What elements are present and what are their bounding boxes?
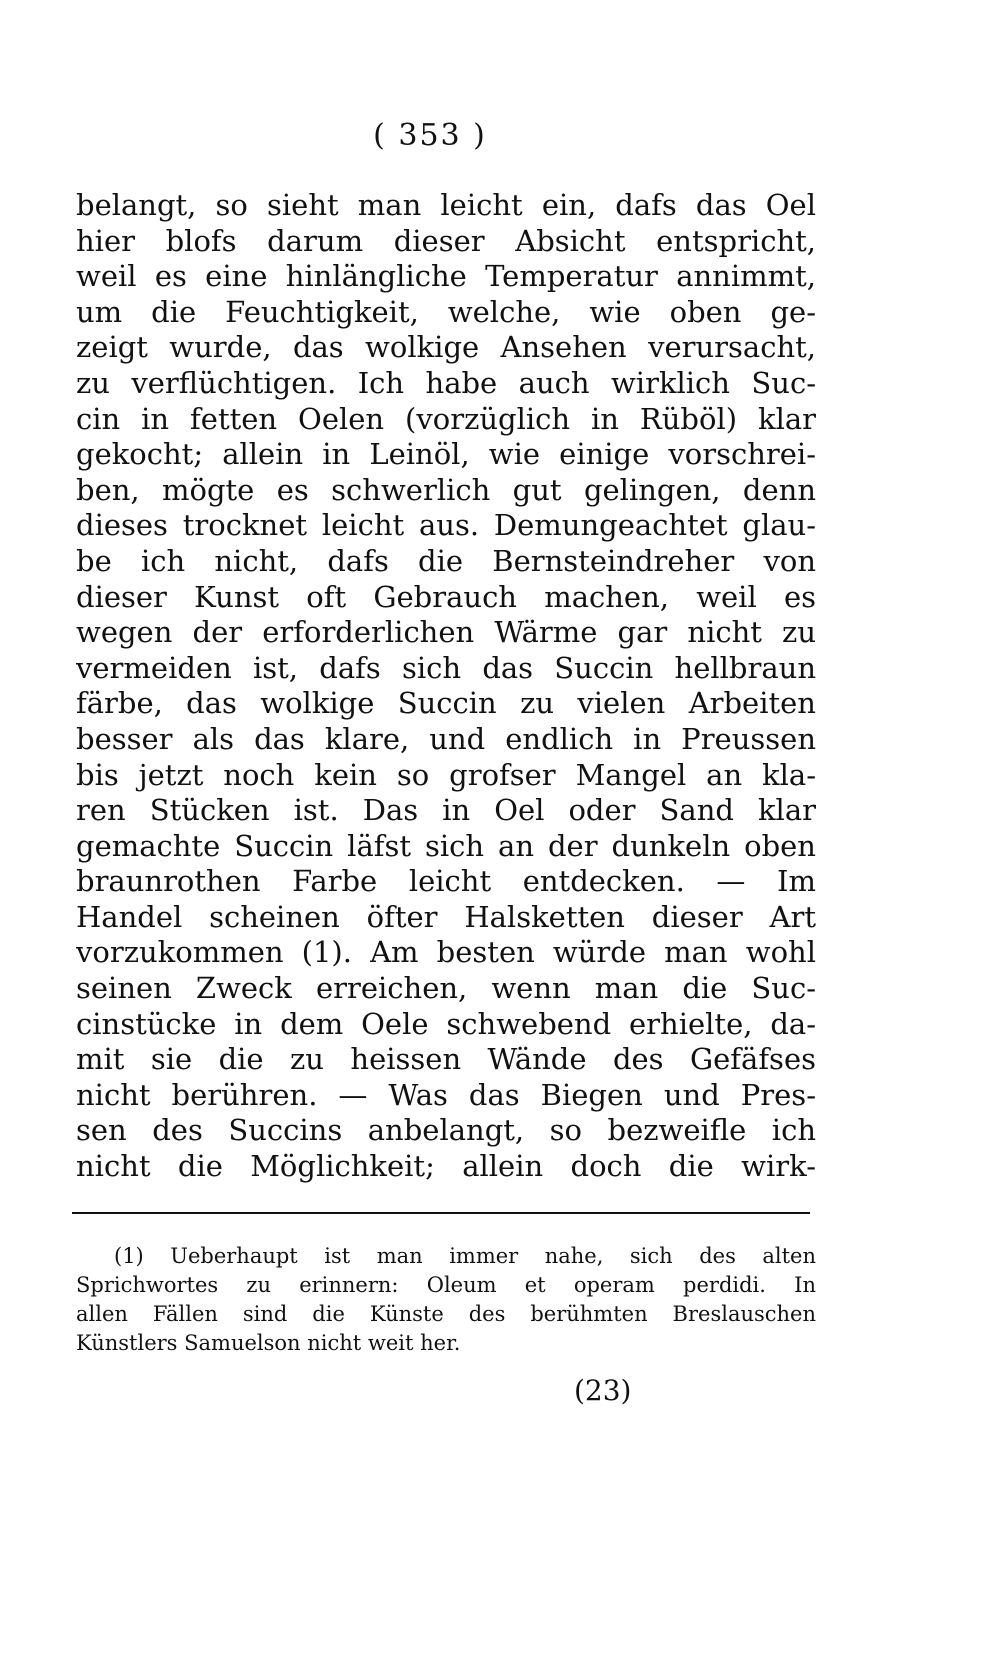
body-line: dieses trocknet leicht aus. Demungeachtet glau- xyxy=(76,508,816,543)
body-line: vermeiden ist, dafs sich das Succin hellbraun xyxy=(76,650,816,685)
body-text xyxy=(76,188,816,1185)
body-line: sen des Succins anbelangt, so bezweifle ich xyxy=(76,1113,816,1148)
body-line: um die Feuchtigkeit, welche, wie oben ge- xyxy=(76,294,816,329)
body-line: zu verflüchtigen. Ich habe auch wirklich Suc- xyxy=(76,365,816,400)
body-line: cin in fetten Oelen (vorzüglich in Rüböl) klar xyxy=(76,401,816,436)
body-line: nicht die Möglichkeit; allein doch die wirk- xyxy=(76,1149,816,1184)
body-line: bis jetzt noch kein so grofser Mangel an kla- xyxy=(76,757,816,792)
body-line: be ich nicht, dafs die Bernsteindreher von xyxy=(76,543,816,578)
body-line: färbe, das wolkige Succin zu vielen Arbeiten xyxy=(76,686,816,721)
footnote-line: Künstlers Samuelson nicht weit her. xyxy=(76,1331,461,1355)
footnote-line: allen Fällen sind die Künste des berühmten Breslauschen xyxy=(76,1302,816,1326)
body-line: besser als das klare, und endlich in Preussen xyxy=(76,721,816,756)
body-line: hier blofs darum dieser Absicht entspricht, xyxy=(76,223,816,258)
body-line: mit sie die zu heissen Wände des Gefäfses xyxy=(76,1042,816,1077)
body-line: vorzukommen (1). Am besten würde man wohl xyxy=(76,935,816,970)
body-line: zeigt wurde, das wolkige Ansehen verursacht, xyxy=(76,330,816,365)
footnote-divider xyxy=(72,1212,810,1214)
body-line: belangt, so sieht man leicht ein, dafs das Oel xyxy=(76,188,816,222)
footnote-line: (1) Ueberhaupt ist man immer nahe, sich des alten xyxy=(114,1244,816,1268)
page-number: ( 353 ) xyxy=(373,118,487,153)
body-line: dieser Kunst oft Gebrauch machen, weil es xyxy=(76,579,816,614)
body-line: gekocht; allein in Leinöl, wie einige vorschrei- xyxy=(76,437,816,472)
body-line: braunrothen Farbe leicht entdecken. — Im xyxy=(76,864,816,899)
body-line: Handel scheinen öfter Halsketten dieser Art xyxy=(76,899,816,934)
footnote-line: Sprichwortes zu erinnern: Oleum et operam perdidi. In xyxy=(76,1273,816,1297)
body-line: wegen der erforderlichen Wärme gar nicht zu xyxy=(76,615,816,650)
body-line: seinen Zweck erreichen, wenn man die Suc- xyxy=(76,971,816,1006)
body-line: weil es eine hinlängliche Temperatur annimmt, xyxy=(76,259,816,294)
body-line: ben, mögte es schwerlich gut gelingen, denn xyxy=(76,472,816,507)
body-line: gemachte Succin läfst sich an der dunkeln oben xyxy=(76,828,816,863)
body-line: nicht berühren. — Was das Biegen und Pres- xyxy=(76,1077,816,1112)
footnote xyxy=(76,1242,816,1358)
body-line: cinstücke in dem Oele schwebend erhielte, da- xyxy=(76,1006,816,1041)
body-line: ren Stücken ist. Das in Oel oder Sand klar xyxy=(76,793,816,828)
signature-mark: (23) xyxy=(574,1374,632,1407)
